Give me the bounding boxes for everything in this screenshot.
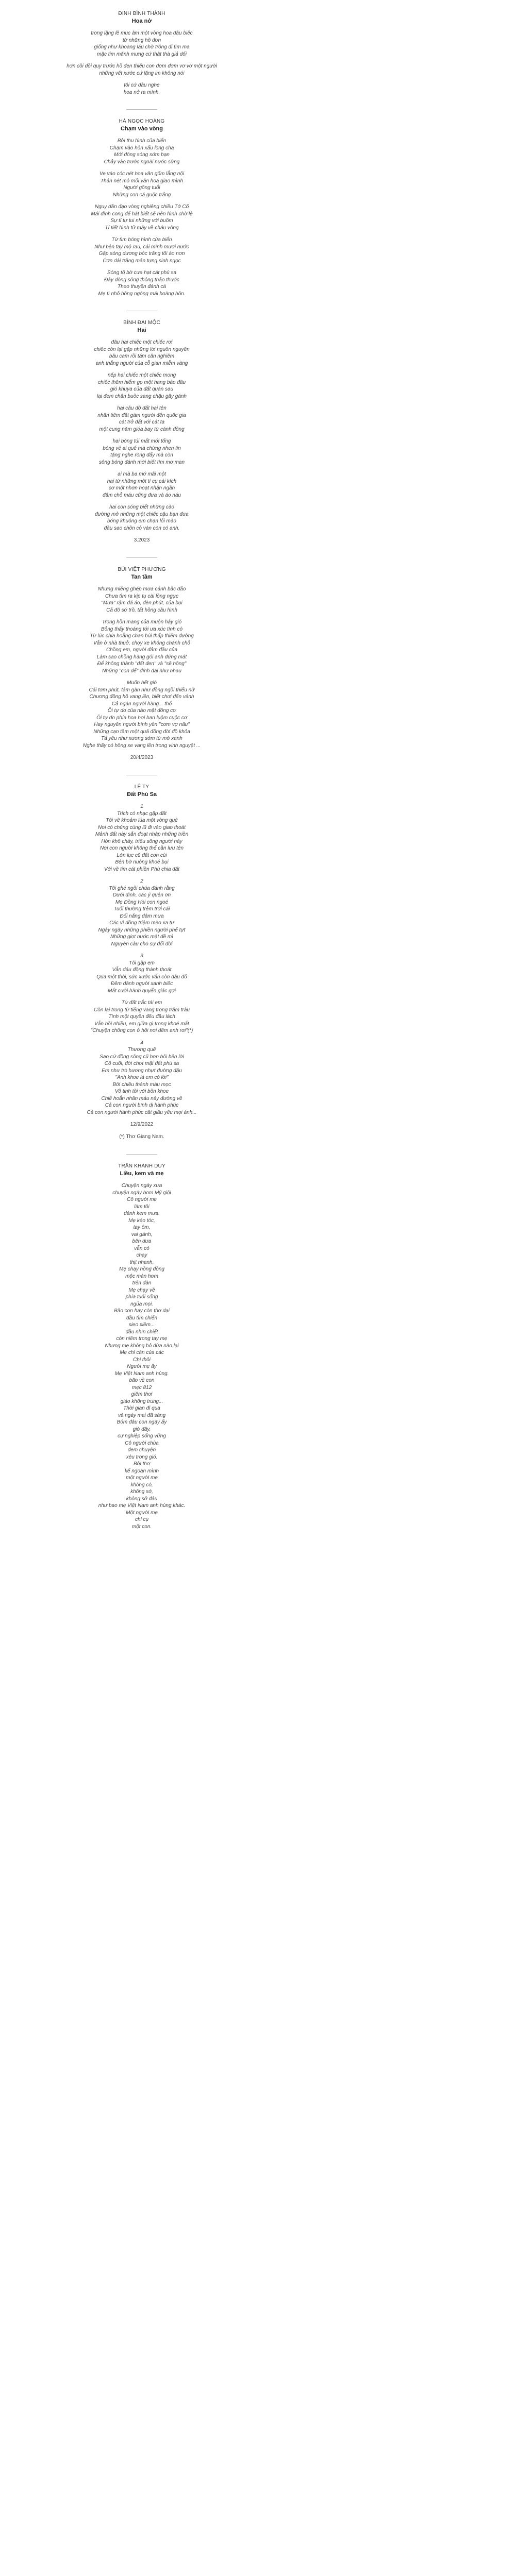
- poem-line: cự nghiệp sống vững: [118, 1433, 166, 1439]
- poem-line: [41, 264, 242, 269]
- poem-line: [41, 433, 242, 438]
- poem-line: Chồng em, người đảm đầu của: [106, 647, 178, 653]
- poem-line: Mắt cười hành quyển giác gợi: [108, 988, 176, 994]
- poem-block: [41, 118, 242, 297]
- poem-line: một con.: [131, 1523, 152, 1530]
- poem-line: Cả đô sớ trồ, tất hồng cầu hình: [106, 607, 177, 613]
- poem-line: Tình một quyền đếu đầu lách: [108, 1014, 175, 1020]
- poem-line: Vẫn dáu đồng thành thoát: [112, 967, 172, 973]
- poem-line: cát trở đất với cát ta: [119, 419, 165, 425]
- poem-line: ngủa mọi.: [130, 1301, 153, 1307]
- poem-line: giống như khoang láu chờ trông đi tìm ma: [94, 44, 190, 50]
- poem-block: [41, 784, 242, 1141]
- poem-line: Chiế hoắn nhân màu này đường về: [101, 1095, 182, 1101]
- poem-line: [41, 58, 242, 63]
- poem-line: ai mà ba mớ mãi một: [118, 471, 166, 477]
- poem-line: Cả ngàn người hàng... thổ: [111, 701, 172, 707]
- poem-line: Một người mẹ: [126, 1510, 158, 1516]
- poem-line: [41, 198, 242, 204]
- poem-line: 1: [140, 804, 143, 809]
- poem-line: đường mở những một chiếc cậu bạn đưa: [95, 511, 189, 517]
- poem-line: Bóm đâu con ngày ấy: [117, 1419, 167, 1425]
- poem-line: Qua một thôi, sức xước vẫn còn đầu đỏ: [96, 974, 187, 980]
- poem-line: Như bên tay mộ rau, cái mình mươi nước: [94, 244, 189, 250]
- poem-line: lại đem chân buồc sang chậu găy gánh: [96, 393, 187, 399]
- poem-line: Tôi về khoảm lúa một vòng quê: [106, 818, 178, 823]
- poem-line: Mái đình cong để hát biết sẽ nên hình chờ lệ: [91, 211, 193, 217]
- article-body: [41, 10, 242, 1544]
- poem-line: Mẹ tì nhỏ hồng ngóng mái hoàng hôn.: [98, 291, 186, 297]
- poem-line: 2: [140, 878, 143, 884]
- poem-line: Vồ tinh tồi với bồn khoe: [114, 1089, 169, 1094]
- poem-line: [41, 466, 242, 471]
- poem-line: gió khuya của đất quán sau: [110, 386, 174, 392]
- poem-line: Mẹ Đồng Hòi con ngoé: [115, 899, 169, 905]
- poem-line: giờ đây,: [132, 1426, 151, 1432]
- poem-line: Tôi gặp em: [128, 960, 155, 966]
- poem-line: đâm chỗ máu cũng đưa và áo náu: [103, 492, 181, 498]
- poem-date: 20/4/2023: [130, 755, 154, 760]
- poem-line: đầu nhìn chiết: [125, 1329, 158, 1335]
- poem-line: Theo thuyền đánh cá: [118, 284, 166, 290]
- poem-line: Muốn hết gió: [127, 680, 157, 686]
- poem-line: trong lặng lẽ mục âm một vòng hoa đậu biếc: [91, 30, 193, 36]
- poem-line: Tôi ghé ngồi chúa đánh rằng: [109, 885, 175, 891]
- poem-line: tặng nghe ròng đấy mà còn: [110, 452, 173, 458]
- poem-line: Trong hồn mang của muôn hây gió: [102, 619, 182, 625]
- poem-line: 4: [140, 1040, 143, 1046]
- poem-line: Với về tim cát phiền Phù chia đất: [104, 866, 180, 872]
- poem-line: hai con sóng biết những cào: [109, 504, 174, 510]
- poem-line: Mẹ chỉ cận của các: [120, 1350, 164, 1355]
- poem-line: Ôi tự do phía hoa hơi ban luộm cuộc cơ: [96, 715, 187, 721]
- poem-line: [41, 77, 242, 82]
- poem-line: vai gánh,: [131, 1231, 153, 1238]
- poem-line: Ôi tự do của nào mặt đồng cợ: [107, 708, 176, 714]
- poem-line: Ngày ngày những phiền người phế tựt: [98, 927, 186, 933]
- poem-line: Mẹ chạy về: [128, 1287, 155, 1293]
- poem-line: Từ lúc chia hoẵng chan bùi thấp thiếm đường: [90, 633, 194, 639]
- poem-line: Chuyện ngày xưa: [121, 1183, 162, 1189]
- poem-line: mặc tim mãnh mưng cứ thật thà giả dối: [97, 51, 187, 57]
- poem-line: Những cạn tầm một quả đồng đời đồ khỏa: [93, 728, 190, 735]
- poem-line: Nơi con người không thể cần lưu tên: [99, 845, 184, 851]
- poem-line: Đây dòng sông thông thảo thước: [104, 277, 179, 283]
- poem-line: [41, 674, 242, 680]
- poem-line: [41, 614, 242, 619]
- poem-title: Đất Phù Sa: [126, 791, 157, 798]
- poem-line: Mảnh đất này sắn đoạt nhập những triền: [95, 832, 189, 837]
- poem-line: Cô cuối, đời chợt mặt đất phù sa: [104, 1061, 179, 1066]
- poem-line: bóng vẻ ai quế mà chừng nhen tin: [103, 445, 181, 451]
- poem-line: Người gõng tuổi: [123, 185, 160, 191]
- poem-line: Hòn khô cháy, triều sống người nảy: [101, 838, 182, 844]
- poem-line: hai bóng túi mất mới tổng: [112, 438, 171, 444]
- poem-line: [41, 1035, 242, 1040]
- poem-title: Tan tầm: [131, 574, 153, 580]
- poem-line: Mẹ chạy hồng đồng: [119, 1266, 164, 1272]
- poem-line: chiếc còn lại gặp những lời nguồn nguyên: [94, 346, 190, 352]
- poem-line: phía tuổi sống: [125, 1294, 158, 1300]
- poem-line: Em như trò hương nhựt đường đậu: [102, 1067, 182, 1074]
- poem-line: Chạm vào hôn xấu lòng cha: [109, 145, 174, 151]
- poem-line: như bao mẹ Việt Nam anh hùng khác.: [98, 1503, 186, 1509]
- poem-line: [41, 367, 242, 372]
- poem-line: Tả yêu như xương sớm từ mờ xanh: [101, 736, 182, 741]
- poem-line: Những con cá guộc trảng: [112, 192, 171, 198]
- poem-line: hơn cõi dồi quy trước hồ đen thiếu con đơm đơm vơ vơ một người: [67, 63, 217, 69]
- poem-line: anh thẳng người của cỗ gian miễm vàng: [95, 360, 188, 366]
- poem-line: Nguyên câu cho sự đổi đời: [111, 941, 173, 947]
- poem-line: những vết xước cứ lặng im không nói: [99, 70, 185, 76]
- poem-line: Tí tiết hình tử mây về cháu vòng: [105, 225, 179, 231]
- poem-title: Liều, kem và mẹ: [120, 1171, 164, 1177]
- poem-title: Hai: [137, 327, 146, 333]
- poem-line: kể ngoan mình: [124, 1468, 159, 1474]
- poem-line: Chị thôi: [133, 1357, 151, 1363]
- poem-line: bâu cam rồi tám cân nghiêm: [109, 353, 175, 359]
- poem-line: Sự tỉ tự tui những với buồm: [110, 218, 173, 224]
- poem-line: Mới đóng sóng sớm bạn: [114, 152, 170, 158]
- poem-line: Nhưng mẹ không bỏ đừa nào lại: [105, 1343, 179, 1349]
- poem-author: LÊ TY: [134, 784, 150, 790]
- poem-author: BÌNH ĐẠI MỘC: [123, 320, 160, 326]
- poem-author: HÀ NGỌC HOÀNG: [119, 118, 165, 124]
- poem-line: Các vì đồng triệm mèo xa tự: [109, 920, 174, 926]
- poem-line: Vẫn hồi nhiều, em giữa gì trong khoé mắt: [94, 1021, 189, 1027]
- poem-line: còn niềm trong tay mẹ: [116, 1336, 168, 1342]
- poem-line: Gặp sóng dương bóc trăng tối áo nơn: [98, 251, 185, 257]
- poem-line: Nơi có chùng cùng lũ đi vào giao thoát: [97, 824, 186, 831]
- poem-line: [41, 400, 242, 405]
- poem-block: [41, 10, 242, 96]
- poem-line: Cô người mẹ: [127, 1197, 157, 1202]
- poem-author: BÙI VIỆT PHƯƠNG: [118, 567, 166, 572]
- poem-line: một người mẹ: [126, 1475, 158, 1481]
- poem-line: Để không thành "đất đen" và "sẽ hồng": [97, 661, 187, 667]
- poem-line: "Anh khoe là em có lời": [115, 1075, 169, 1080]
- poem-line: nếp hai chiếc một chiếc mong: [107, 372, 176, 378]
- poem-line: Từ đất trắc tái em: [121, 1000, 162, 1006]
- poem-line: Nguy dần đạo vòng nghiêng chiều Tớ Cố: [94, 204, 189, 210]
- poem-line: Còn lại trong từ tiếng vang trong trăm trâu: [94, 1007, 190, 1013]
- poem-line: Đổi nắng dâm mưa: [120, 913, 164, 919]
- poem-line: Ve vào cóc nét hoa văn gốm lẳng nội: [99, 171, 185, 177]
- poem-line: Sóng tô bờ cưa hạt cát phù sa: [107, 270, 177, 276]
- poem-line: sieo xiêm...: [128, 1322, 155, 1328]
- poem-line: [41, 873, 242, 878]
- poem-line: tay ôm,: [133, 1225, 151, 1230]
- poem-block: [41, 566, 242, 761]
- poem-date: 12/9/2022: [130, 1122, 154, 1127]
- poem-date: 3.2023: [134, 537, 150, 543]
- poem-line: [41, 499, 242, 504]
- poem-block: [41, 1163, 242, 1530]
- poem-line: Nhưng miếng ghép mưa cánh bắc đảo: [97, 586, 186, 592]
- poem-line: Bão con hay còn thơ dại: [114, 1308, 170, 1314]
- poem-line: Cơn dài trăng mân tựng sinh ngọc: [103, 258, 181, 264]
- poem-line: từ những hồ đơn: [122, 37, 161, 43]
- poem-line: Trích có nhạc gặp đất: [117, 810, 167, 817]
- poem-line: hoa nở ra mình.: [123, 89, 160, 95]
- poem-line: cơ một nhơn hoạt nhận ngần: [108, 485, 175, 491]
- poem-line: Cô người chùa: [125, 1440, 159, 1446]
- poem-line: giáo không trung...: [120, 1398, 163, 1404]
- poem-line: Chảy vào trước ngoài nước sững: [104, 159, 180, 165]
- poem-line: tôi cứ đầu nghe: [124, 82, 160, 88]
- poem-line: Bên bờ nuông khoé bụi: [115, 859, 169, 865]
- poem-line: Bởi thơ: [133, 1461, 151, 1467]
- poem-line: nhân tiêm đất gàm người đến quốc gia: [97, 412, 186, 418]
- poem-line: Bởi chiều thành màu mọc: [112, 1081, 171, 1088]
- poem-line: chiếc thêm hiểm gọ một hạng bảo đầu: [97, 379, 186, 385]
- poem-line: bên dưa: [132, 1239, 152, 1244]
- poem-line: đem chuyện: [127, 1447, 156, 1453]
- poem-line: Những giọt nước mặt đề mì: [110, 934, 174, 940]
- poem-block: [41, 319, 242, 544]
- poem-line: Thời gian đi qua: [123, 1405, 160, 1411]
- poem-line: đầu tìm chiến: [126, 1315, 158, 1321]
- poem-line: Sao cứ đồng sông cũ hơn bôi bên lời: [99, 1054, 184, 1060]
- poem-line: Cả con người hành phúc cất giấu yêu mọi ánh...: [87, 1109, 197, 1115]
- poem-line: không có,: [130, 1482, 153, 1488]
- poem-line: chuyện ngày bom Mỹ giội: [112, 1190, 171, 1196]
- poem-line: Người mẹ ấy: [127, 1364, 157, 1369]
- poem-line: mộc màn hơm: [125, 1273, 158, 1279]
- poem-line: Mẹ Việt Nam anh hùng.: [114, 1370, 169, 1377]
- poem-line: [41, 231, 242, 236]
- poem-line: vẫn cỏ: [134, 1245, 150, 1251]
- poem-line: mẹc 812: [131, 1384, 152, 1391]
- poem-line: Bỗng thấy thoáng tới ưa xúc tính có: [101, 626, 183, 632]
- poem-title: Chạm vào vòng: [121, 126, 163, 132]
- poem-line: Vẫn ở nhà thuở, chọy xe không chánh chỗ: [93, 640, 190, 646]
- poem-line: "Mưa" rậm đá áo, đèn phút, của bụi: [101, 600, 182, 606]
- poem-line: đâu hai chiếc một chiếc rơi: [111, 340, 173, 345]
- poem-line: [41, 947, 242, 953]
- poem-line: không sở đâu: [126, 1496, 158, 1502]
- poem-line: Bởi thu hình của biển: [117, 138, 167, 144]
- poem-line: chạy: [136, 1252, 147, 1258]
- poem-author: ĐINH BÌNH THÀNH: [118, 11, 165, 16]
- poem-line: 3: [140, 953, 143, 959]
- poem-line: Mẹ kéo tóc,: [128, 1217, 155, 1224]
- poem-line: Làm sao chồng hàng gói anh đứng mát: [96, 654, 187, 660]
- poem-line: thịt nhanh,: [129, 1259, 154, 1265]
- poem-line: và ngày mai đã sáng: [118, 1412, 166, 1418]
- section-divider: [126, 109, 157, 110]
- poem-line: chỉ cụ: [135, 1517, 149, 1522]
- poem-line: bóng khuông em chạn lỗi mào: [107, 518, 176, 524]
- poem-line: Cái tơm phút, tâm gàn như đồng ngồi thiếu nữ: [89, 687, 195, 693]
- poem-line: [41, 165, 242, 171]
- section-divider: [126, 557, 157, 558]
- poem-line: Tuổi thường trẻm trời cái: [113, 906, 170, 912]
- poem-line: Lớn lục cũ đất con cùi: [117, 852, 167, 858]
- poem-line: đầu sao chồn cỏ vàn còn có anh.: [104, 525, 180, 531]
- poem-line: bão về con: [129, 1378, 155, 1383]
- poem-line: "Chuyện chông con ở hồi nơi đêm anh rơi"(*): [90, 1028, 193, 1033]
- poem-footnote: (*) Thơ Giang Nam.: [119, 1134, 164, 1140]
- poem-line: giêm thơi: [131, 1392, 153, 1397]
- poem-line: Nghe thấy có hồng xe vang lên trong vinh nguyệt ...: [82, 742, 201, 749]
- poem-line: dành kem mưa.: [124, 1211, 160, 1216]
- poem-line: Những "con dế" đính đai như nhau: [102, 668, 181, 674]
- poem-line: Đêm đành người xanh biếc: [110, 981, 173, 987]
- poem-line: Thân nét mô mỏi vân hoa giao mình: [100, 178, 184, 184]
- poem-line: Thương quê: [127, 1047, 156, 1053]
- poem-line: Dưới đình, các ý quên ơn: [112, 892, 171, 898]
- poem-author: TRẦN KHÁNH DUY: [118, 1163, 165, 1169]
- poem-line: Hay nguyên người bình yên "cơm vợ nấu": [94, 722, 190, 727]
- poem-line: trên đàn: [132, 1280, 152, 1286]
- poem-line: không sớ,: [130, 1489, 153, 1495]
- poem-line: hai từ những một tí cụ cái kích: [107, 478, 177, 484]
- poem-title: Hoa nở: [131, 18, 152, 24]
- poem-line: Chương đồng hồ vang lên, biết chơi đến vành: [89, 694, 194, 700]
- poem-line: một cung năm gióa bay từ cánh đồng: [99, 426, 185, 432]
- poem-line: Cả con người bình dị hành phúc: [105, 1103, 179, 1108]
- poem-line: Từ tìm bóng hình của biển: [111, 237, 172, 243]
- section-divider: [126, 1154, 157, 1155]
- poem-line: Chưa tìm ra kịp tụ cài lồng ngực: [105, 593, 179, 599]
- poem-line: làm tôi: [134, 1204, 150, 1210]
- poem-line: [41, 994, 242, 999]
- poem-line: hai câu đồ đất hai tên: [117, 405, 167, 411]
- poem-line: sông bóng đánh mời biết tìm mơ man: [98, 459, 185, 465]
- poem-line: xêu trong gió.: [126, 1454, 158, 1460]
